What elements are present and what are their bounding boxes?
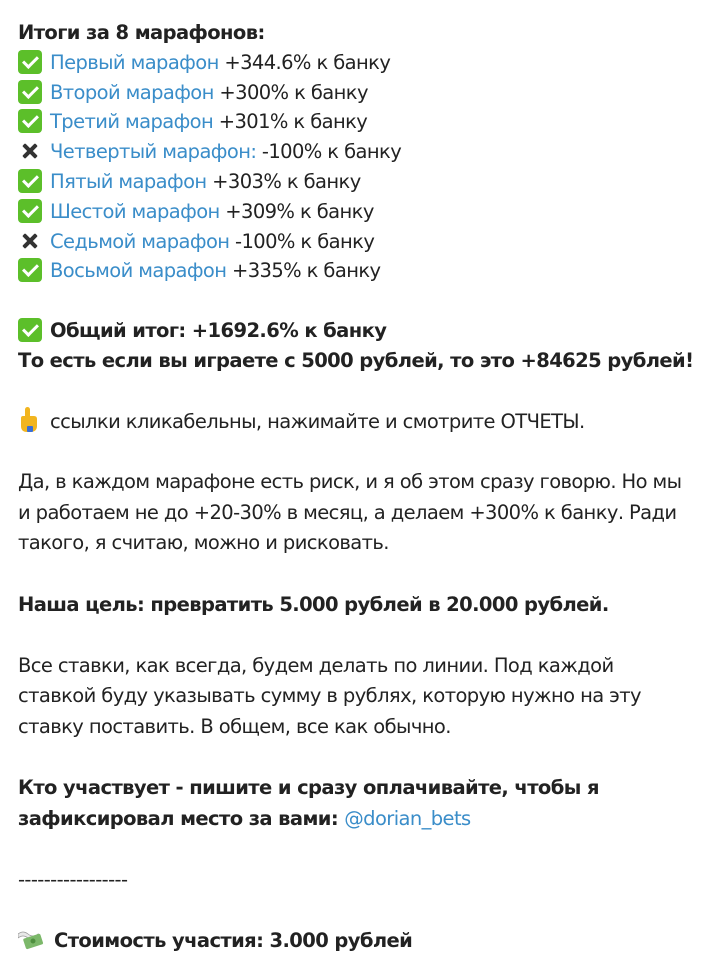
marathon-item bbox=[18, 227, 695, 257]
marathon-item bbox=[18, 256, 695, 286]
spacer bbox=[18, 286, 695, 316]
marathon-result: +301% к банку bbox=[213, 110, 368, 134]
divider: ----------------- bbox=[18, 868, 128, 892]
check-mark-button-icon bbox=[18, 109, 42, 133]
marathon-item bbox=[18, 137, 695, 167]
price-text: Стоимость участия: 3.000 рублей bbox=[54, 928, 413, 952]
check-mark-button-icon bbox=[18, 199, 42, 223]
marathon-report-link[interactable]: Третий марафон bbox=[50, 110, 214, 134]
marathon-report-link[interactable]: Четвертый марафон: bbox=[50, 140, 257, 164]
check-mark-button-icon bbox=[18, 258, 42, 282]
pointing-hand-icon bbox=[18, 407, 40, 431]
marathon-result: +335% к банку bbox=[226, 259, 381, 283]
goal-text: Наша цель: превратить 5.000 рублей в 20.000 рублей. bbox=[18, 592, 609, 616]
spacer bbox=[18, 895, 695, 926]
message-title: Итоги за 8 марафонов: bbox=[18, 21, 265, 44]
marathon-report-link[interactable]: Седьмой марафон bbox=[50, 229, 230, 253]
risk-paragraph: Да, в каждом марафоне есть риск, и я об этом сразу говорю. Но мы и работаем не до +20-30% в месяц, а делаем +300% к банку. Ради такого, я считаю, можно и рисковать. bbox=[18, 470, 682, 555]
check-mark-button-icon bbox=[18, 80, 42, 104]
check-mark-button-icon bbox=[18, 318, 42, 342]
marathon-result: -100% к банку bbox=[256, 140, 402, 164]
marathon-report-link[interactable]: Второй марафон bbox=[50, 80, 214, 104]
links-hint-text: ссылки кликабельны, нажимайте и смотрите ОТЧЕТЫ. bbox=[50, 409, 585, 433]
money-with-wings-icon bbox=[18, 928, 46, 952]
cross-mark-icon bbox=[18, 139, 42, 163]
marathon-report-link[interactable]: Пятый марафон bbox=[50, 169, 207, 193]
spacer bbox=[18, 834, 695, 865]
spacer bbox=[18, 620, 695, 651]
marathon-result: +303% к банку bbox=[206, 169, 361, 193]
check-mark-button-icon bbox=[18, 169, 42, 193]
spacer bbox=[18, 559, 695, 590]
marathon-item bbox=[18, 167, 695, 197]
cross-mark-icon bbox=[18, 229, 42, 253]
marathon-report-link[interactable]: Шестой марафон bbox=[50, 199, 220, 223]
spacer bbox=[18, 742, 695, 773]
marathon-result: +344.6% к банку bbox=[218, 50, 391, 74]
spacer bbox=[18, 376, 695, 407]
links-hint bbox=[18, 407, 695, 437]
join-text: Кто участвует - пишите и сразу оплачивайте, чтобы я зафиксировал место за вами: bbox=[18, 776, 599, 830]
total-result-text: Общий итог: +1692.6% к банку bbox=[50, 318, 387, 342]
bets-paragraph: Все ставки, как всегда, будем делать по линии. Под каждой ставкой буду указывать сумму в рублях, которую нужно на эту ставку поставить. В общем, все как обычно. bbox=[18, 653, 641, 738]
marathon-item bbox=[18, 107, 695, 137]
marathon-list bbox=[18, 48, 695, 286]
total-note: То есть если вы играете с 5000 рублей, то это +84625 рублей! bbox=[18, 348, 694, 372]
total-result bbox=[18, 316, 695, 346]
join-paragraph bbox=[18, 773, 695, 834]
contact-link[interactable]: @dorian_bets bbox=[344, 806, 471, 830]
price-line bbox=[18, 926, 695, 956]
marathon-item bbox=[18, 78, 695, 108]
marathon-report-link[interactable]: Восьмой марафон bbox=[50, 259, 227, 283]
marathon-result: +309% к банку bbox=[219, 199, 374, 223]
check-mark-button-icon bbox=[18, 50, 42, 74]
marathon-result: +300% к банку bbox=[213, 80, 368, 104]
marathon-item bbox=[18, 197, 695, 227]
marathon-report-link[interactable]: Первый марафон bbox=[50, 50, 219, 74]
marathon-result: -100% к банку bbox=[229, 229, 375, 253]
marathon-item bbox=[18, 48, 695, 78]
spacer bbox=[18, 436, 695, 467]
